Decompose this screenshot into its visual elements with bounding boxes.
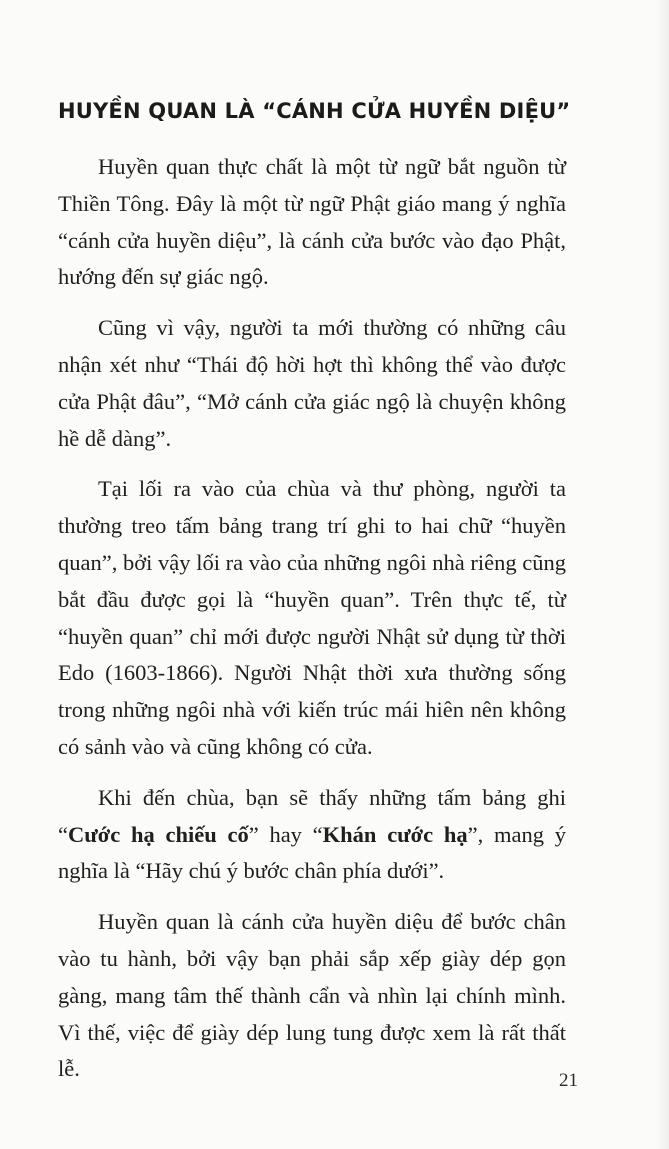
bold-term-cuoc-ha-chieu-co: Cước hạ chiếu cố <box>68 821 249 847</box>
paragraph-4-text-2: ” hay “ <box>248 821 323 847</box>
body-text <box>58 149 566 1102</box>
paragraph-4 <box>58 780 566 890</box>
paragraph-2: Cũng vì vậy, người ta mới thường có những câu nhận xét như “Thái độ hời hợt thì không thể vào được cửa Phật đâu”, “Mở cánh cửa giác ngộ là chuyện không hề dễ dàng”. <box>58 315 566 451</box>
paragraph-3: Tại lối ra vào của chùa và thư phòng, người ta thường treo tấm bảng trang trí ghi to hai chữ “huyền quan”, bởi vậy lối ra vào của những ngôi nhà riêng cũng bắt đầu được gọi là “huyền quan”. Trên thực tế, từ “huyền quan” chỉ mới được người Nhật sử dụng từ thời Edo (1603-1866). Người Nhật thời xưa thường sống trong những ngôi nhà với kiến trúc mái hiên nên không có sảnh vào và cũng không có cửa. <box>58 476 566 759</box>
section-heading: HUYỀN QUAN LÀ “CÁNH CỬA HUYỀN DIỆU” <box>58 99 571 123</box>
page-number: 21 <box>559 1070 578 1091</box>
paragraph-5: Huyền quan là cánh cửa huyền diệu để bước chân vào tu hành, bởi vậy bạn phải sắp xếp giày dép gọn gàng, mang tâm thế thành cẩn và nhìn lại chính mình. Vì thế, việc để giày dép lung tung được xem là rất thất lễ. <box>58 909 566 1082</box>
bold-term-khan-cuoc-ha: Khán cước hạ <box>322 821 468 847</box>
paragraph-4-text-1: Khi đến chùa, bạn sẽ thấy những tấm bảng ghi “ <box>58 784 566 847</box>
paragraph-1: Huyền quan thực chất là một từ ngữ bắt nguồn từ Thiền Tông. Đây là một từ ngữ Phật giáo mang ý nghĩa “cánh cửa huyền diệu”, là cánh cửa bước vào đạo Phật, hướng đến sự giác ngộ. <box>58 154 566 290</box>
page-edge-shadow <box>655 0 669 1149</box>
paragraph-4-text-3: ”, mang ý nghĩa là “Hãy chú ý bước chân phía dưới”. <box>58 821 567 884</box>
